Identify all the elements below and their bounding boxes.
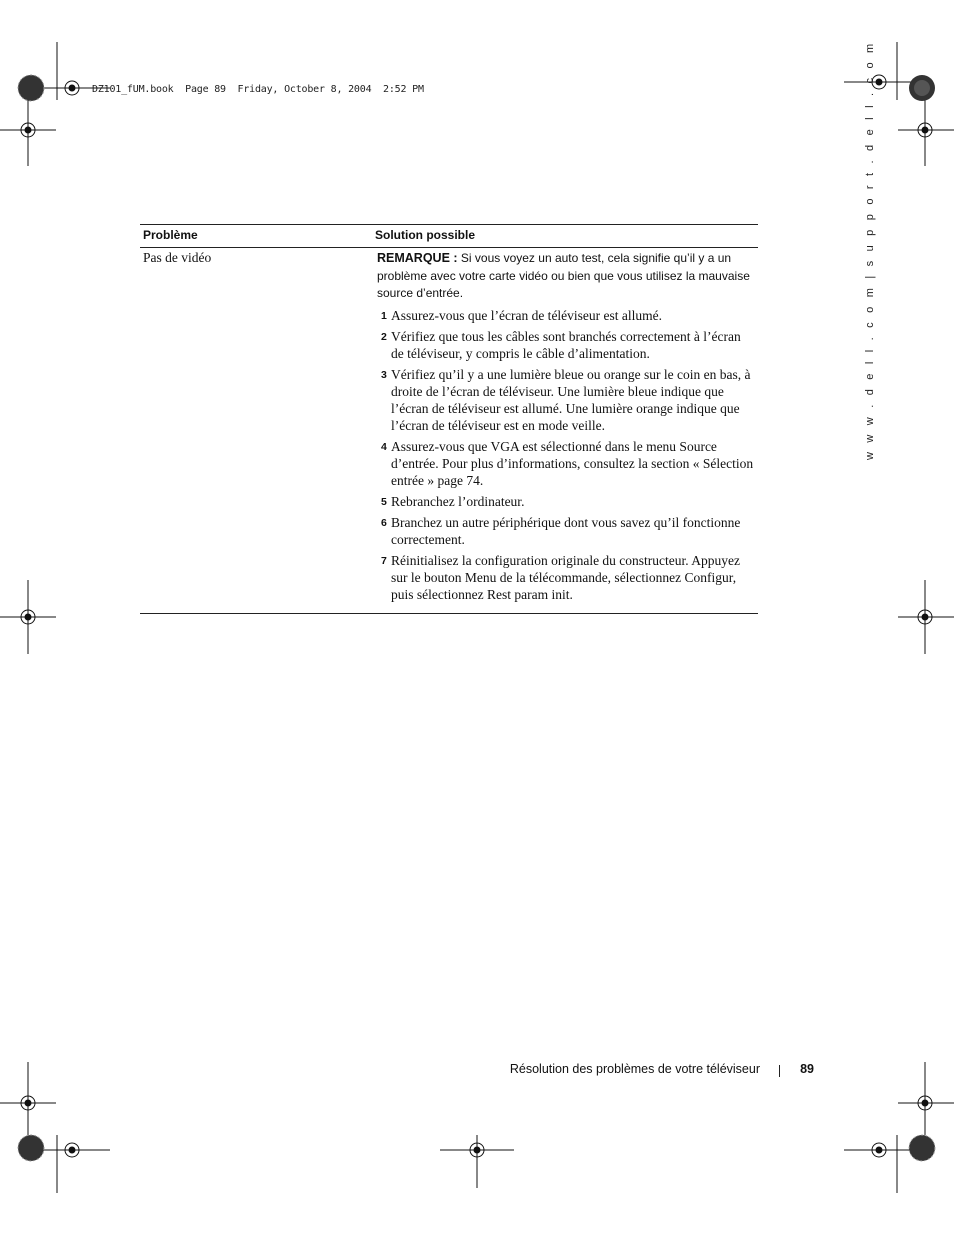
list-item <box>375 307 755 324</box>
step-number: 4 <box>381 440 387 453</box>
troubleshooting-table <box>140 224 758 614</box>
list-item <box>375 366 755 434</box>
header-solution: Solution possible <box>372 225 758 248</box>
solution-steps <box>375 307 755 603</box>
list-item <box>375 552 755 603</box>
step-number: 1 <box>381 309 387 322</box>
step-text: Vérifiez qu’il y a une lumière bleue ou orange sur le coin en bas, à droite de l’écran de téléviseur. Une lumière bleue indique que l’écran de téléviseur est allumé. Une lumière orange indique que l’écran de téléviseur est en mode veille. <box>391 366 751 433</box>
side-url <box>836 40 896 462</box>
note <box>377 250 755 303</box>
side-url-text: w w w . d e l l . c o m | s u p p o r t . d e l l . c o m <box>864 40 876 460</box>
print-header: DZ101_fUM.book Page 89 Friday, October 8, 2004 2:52 PM <box>92 84 424 95</box>
table-header-row <box>140 225 758 248</box>
table-row <box>140 248 758 614</box>
solution-cell <box>372 248 758 614</box>
step-number: 3 <box>381 368 387 381</box>
step-text: Assurez-vous que VGA est sélectionné dans le menu Source d’entrée. Pour plus d’informations, consultez la section « Sélection entrée » page 74. <box>391 438 754 488</box>
step-text: Vérifiez que tous les câbles sont branchés correctement à l’écran de téléviseur, y compris le câble d’alimentation. <box>391 328 741 361</box>
list-item <box>375 493 755 510</box>
step-text: Rebranchez l’ordinateur. <box>391 493 525 509</box>
footer-title: Résolution des problèmes de votre téléviseur <box>509 1062 760 1076</box>
header-problem: Problème <box>140 225 372 248</box>
note-label: REMARQUE : <box>377 251 458 265</box>
step-number: 7 <box>381 554 387 567</box>
list-item <box>375 438 755 489</box>
step-number: 2 <box>381 330 387 343</box>
note-text: Si vous voyez un auto test, cela signifie qu’il y a un problème avec votre carte vidéo ou bien que vous utilisez la mauvaise source d’entrée. <box>377 251 750 300</box>
list-item <box>375 514 755 548</box>
problem-cell: Pas de vidéo <box>140 248 372 614</box>
step-text: Réinitialisez la configuration originale du constructeur. Appuyez sur le bouton Menu de la télécommande, sélectionnez Configur, puis sélectionnez Rest param init. <box>391 552 741 602</box>
footer-divider <box>779 1065 780 1077</box>
step-text: Branchez un autre périphérique dont vous savez qu’il fonctionne correctement. <box>391 514 741 547</box>
page-number: 89 <box>800 1062 814 1076</box>
step-text: Assurez-vous que l’écran de téléviseur est allumé. <box>391 307 663 323</box>
step-number: 6 <box>381 516 387 529</box>
list-item <box>375 328 755 362</box>
step-number: 5 <box>381 495 387 508</box>
